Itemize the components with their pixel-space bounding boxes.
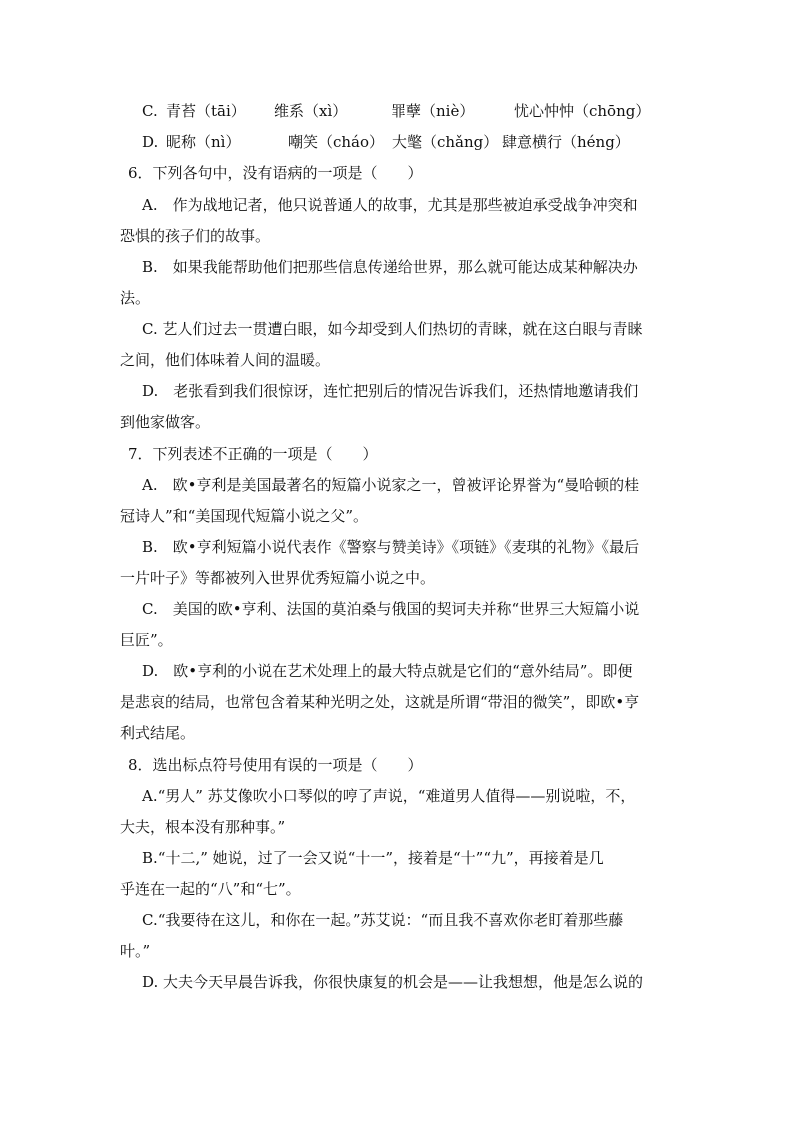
q7-option-a-line-2: 冠诗人”和“美国现代短篇小说之父”。: [120, 507, 369, 525]
pinyin-item: 大氅（chǎng）: [392, 133, 499, 151]
q6-option-d-line-1: D. 老张看到我们很惊讶，连忙把别后的情况告诉我们，还热情地邀请我们: [142, 382, 639, 400]
question-8-stem: 8．选出标点符号使用有误的一项是（ ）: [128, 756, 423, 774]
q6-option-d-line-2: 到他家做客。: [120, 413, 211, 431]
q8-option-c-line-1: C.“我要待在这儿，和你在一起。”苏艾说：“而且我不喜欢你老盯着那些藤: [142, 911, 624, 929]
q8-option-b-line-1: B.“十二,” 她说，过了一会又说“十一”，接着是“十”“九”，再接着是几: [142, 849, 604, 867]
q6-option-c-line-1: C. 艺人们过去一贯遭白眼，如今却受到人们热切的青睐，就在这白眼与青睐: [142, 320, 643, 338]
pinyin-option-c: [142, 96, 702, 127]
q6-option-b-line-1: B. 如果我能帮助他们把那些信息传递给世界，那么就可能达成某种解决办: [142, 258, 638, 276]
pinyin-item: 昵称（nì）: [166, 133, 241, 151]
q7-option-d-line-3: 利式结尾。: [120, 724, 196, 742]
pinyin-item: 忧心忡忡（chōng）: [514, 102, 651, 120]
pinyin-item: 肆意横行（héng）: [502, 133, 630, 151]
question-6-stem: 6．下列各句中，没有语病的一项是（ ）: [128, 164, 423, 182]
pinyin-item: 嘲笑（cháo）: [288, 133, 385, 151]
pinyin-item: 青苔（tāi）: [166, 102, 246, 120]
q6-option-c-line-2: 之间，他们体味着人间的温暖。: [120, 351, 331, 369]
q7-option-d-line-2: 是悲哀的结局，也常包含着某种光明之处，这就是所谓“带泪的微笑”，即欧•亨: [120, 693, 640, 711]
q8-option-a-line-1: A.“男人” 苏艾像吹小口琴似的哼了声说，“难道男人值得——别说啦，不，: [142, 787, 636, 805]
q6-option-a-line-1: A. 作为战地记者，他只说普通人的故事，尤其是那些被迫承受战争冲突和: [142, 196, 638, 214]
q8-option-a-line-2: 大夫，根本没有那种事。”: [120, 818, 286, 836]
q7-option-b-line-2: 一片叶子》等都被列入世界优秀短篇小说之中。: [120, 569, 436, 587]
q7-option-a-line-1: A. 欧•亨利是美国最著名的短篇小说家之一，曾被评论界誉为“曼哈顿的桂: [142, 476, 640, 494]
q8-option-b-line-2: 乎连在一起的“八”和“七”。: [120, 880, 301, 898]
q7-option-c-line-2: 巨匠”。: [120, 631, 173, 649]
q8-option-d-line-1: D. 大夫今天早晨告诉我，你很快康复的机会是——让我想想，他是怎么说的: [142, 973, 644, 991]
option-label: C.: [142, 102, 158, 120]
question-7-stem: 7．下列表述不正确的一项是（ ）: [128, 445, 378, 463]
q6-option-b-line-2: 法。: [120, 289, 151, 307]
pinyin-item: 维系（xì）: [274, 102, 348, 120]
option-label: D.: [142, 133, 159, 151]
pinyin-option-d: [142, 127, 702, 158]
pinyin-item: 罪孽（niè）: [391, 102, 475, 120]
q7-option-b-line-1: B. 欧•亨利短篇小说代表作《警察与赞美诗》《项链》《麦琪的礼物》《最后: [142, 538, 640, 556]
q6-option-a-line-2: 恐惧的孩子们的故事。: [120, 227, 271, 245]
q8-option-c-line-2: 叶。”: [120, 942, 151, 960]
q7-option-c-line-1: C. 美国的欧•亨利、法国的莫泊桑与俄国的契诃夫并称“世界三大短篇小说: [142, 600, 640, 618]
q7-option-d-line-1: D. 欧•亨利的小说在艺术处理上的最大特点就是它们的“意外结局”。即便: [142, 662, 633, 680]
